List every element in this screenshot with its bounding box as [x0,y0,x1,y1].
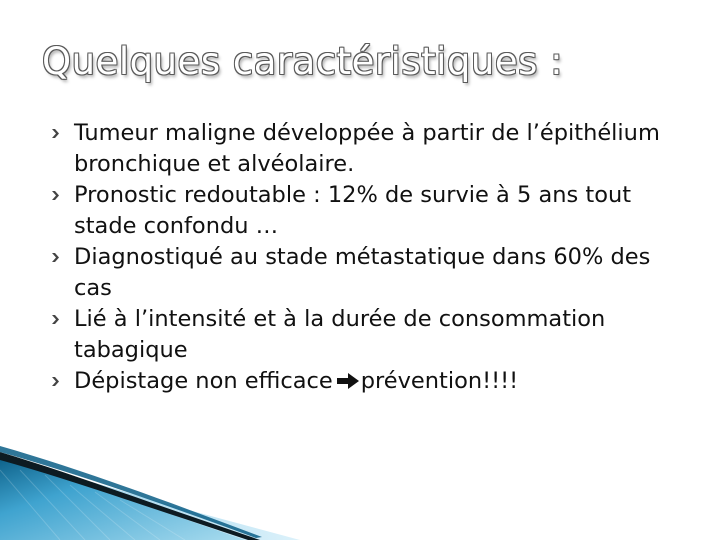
bullet-text: Diagnostiqué au stade métastatique dans 60% des cas [74,244,651,301]
bullet-text: Dépistage non efficace [74,368,333,394]
bullet-text: Pronostic redoutable : 12% de survie à 5 ans tout stade confondu … [74,182,632,239]
bullet-text: Tumeur maligne développée à partir de l’épithélium bronchique et alvéolaire. [74,120,660,177]
bullet-text-continuation: prévention!!!! [360,368,519,394]
bullet-text: Lié à l’intensité et à la durée de consommation tabagique [74,306,606,363]
slide-title: Quelques caractéristiques : [42,40,564,83]
